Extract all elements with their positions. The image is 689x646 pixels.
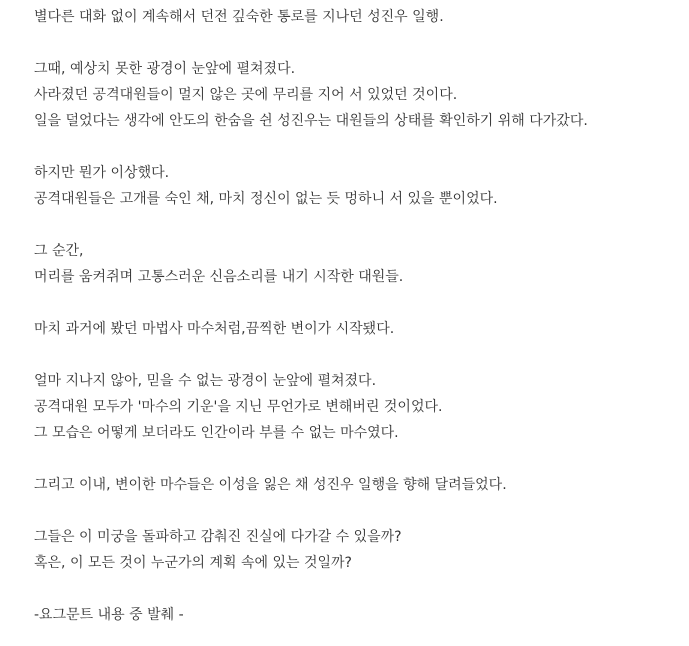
text-line: 마치 과거에 봤던 마법사 마수처럼,끔찍한 변이가 시작됐다. <box>34 321 395 337</box>
text-line: 혹은, 이 모든 것이 누군가의 계획 속에 있는 것일까? <box>34 555 352 571</box>
text-line: 하지만 뭔가 이상했다. <box>34 165 170 181</box>
paragraph-gap <box>34 30 689 56</box>
source-credit: -요그문트 내용 중 발췌 - <box>34 607 184 623</box>
paragraph-gap <box>34 290 689 316</box>
text-line: 일을 덜었다는 생각에 안도의 한숨을 쉰 성진우는 대원들의 상태를 확인하기 위해 다가갔다. <box>34 113 588 129</box>
text-line: 별다른 대화 없이 계속해서 던전 깊숙한 통로를 지나던 성진우 일행. <box>34 9 444 25</box>
text-line: 사라졌던 공격대원들이 멀지 않은 곳에 무리를 지어 서 있었던 것이다. <box>34 87 458 103</box>
paragraph-gap <box>34 446 689 472</box>
paragraph-gap <box>34 342 689 368</box>
text-line: 그리고 이내, 변이한 마수들은 이성을 잃은 채 성진우 일행을 향해 달려들었다. <box>34 477 507 493</box>
text-line: 그들은 이 미궁을 돌파하고 감춰진 진실에 다가갈 수 있을까? <box>34 529 402 545</box>
text-line: 그때, 예상치 못한 광경이 눈앞에 펼쳐졌다. <box>34 61 296 77</box>
text-line: 공격대원들은 고개를 숙인 채, 마치 정신이 없는 듯 멍하니 서 있을 뿐이었다. <box>34 191 498 207</box>
paragraph-gap <box>34 134 689 160</box>
paragraph-gap <box>34 498 689 524</box>
text-line: 그 모습은 어떻게 보더라도 인간이라 부를 수 없는 마수였다. <box>34 425 399 441</box>
text-line: 그 순간, <box>34 243 84 259</box>
text-line: 얼마 지나지 않아, 믿을 수 없는 광경이 눈앞에 펼쳐졌다. <box>34 373 377 389</box>
text-line: 공격대원 모두가 '마수의 기운'을 지닌 무언가로 변해버린 것이었다. <box>34 399 443 415</box>
paragraph-gap <box>34 576 689 602</box>
paragraph-gap <box>34 212 689 238</box>
text-line: 머리를 움켜쥐며 고통스러운 신음소리를 내기 시작한 대원들. <box>34 269 404 285</box>
